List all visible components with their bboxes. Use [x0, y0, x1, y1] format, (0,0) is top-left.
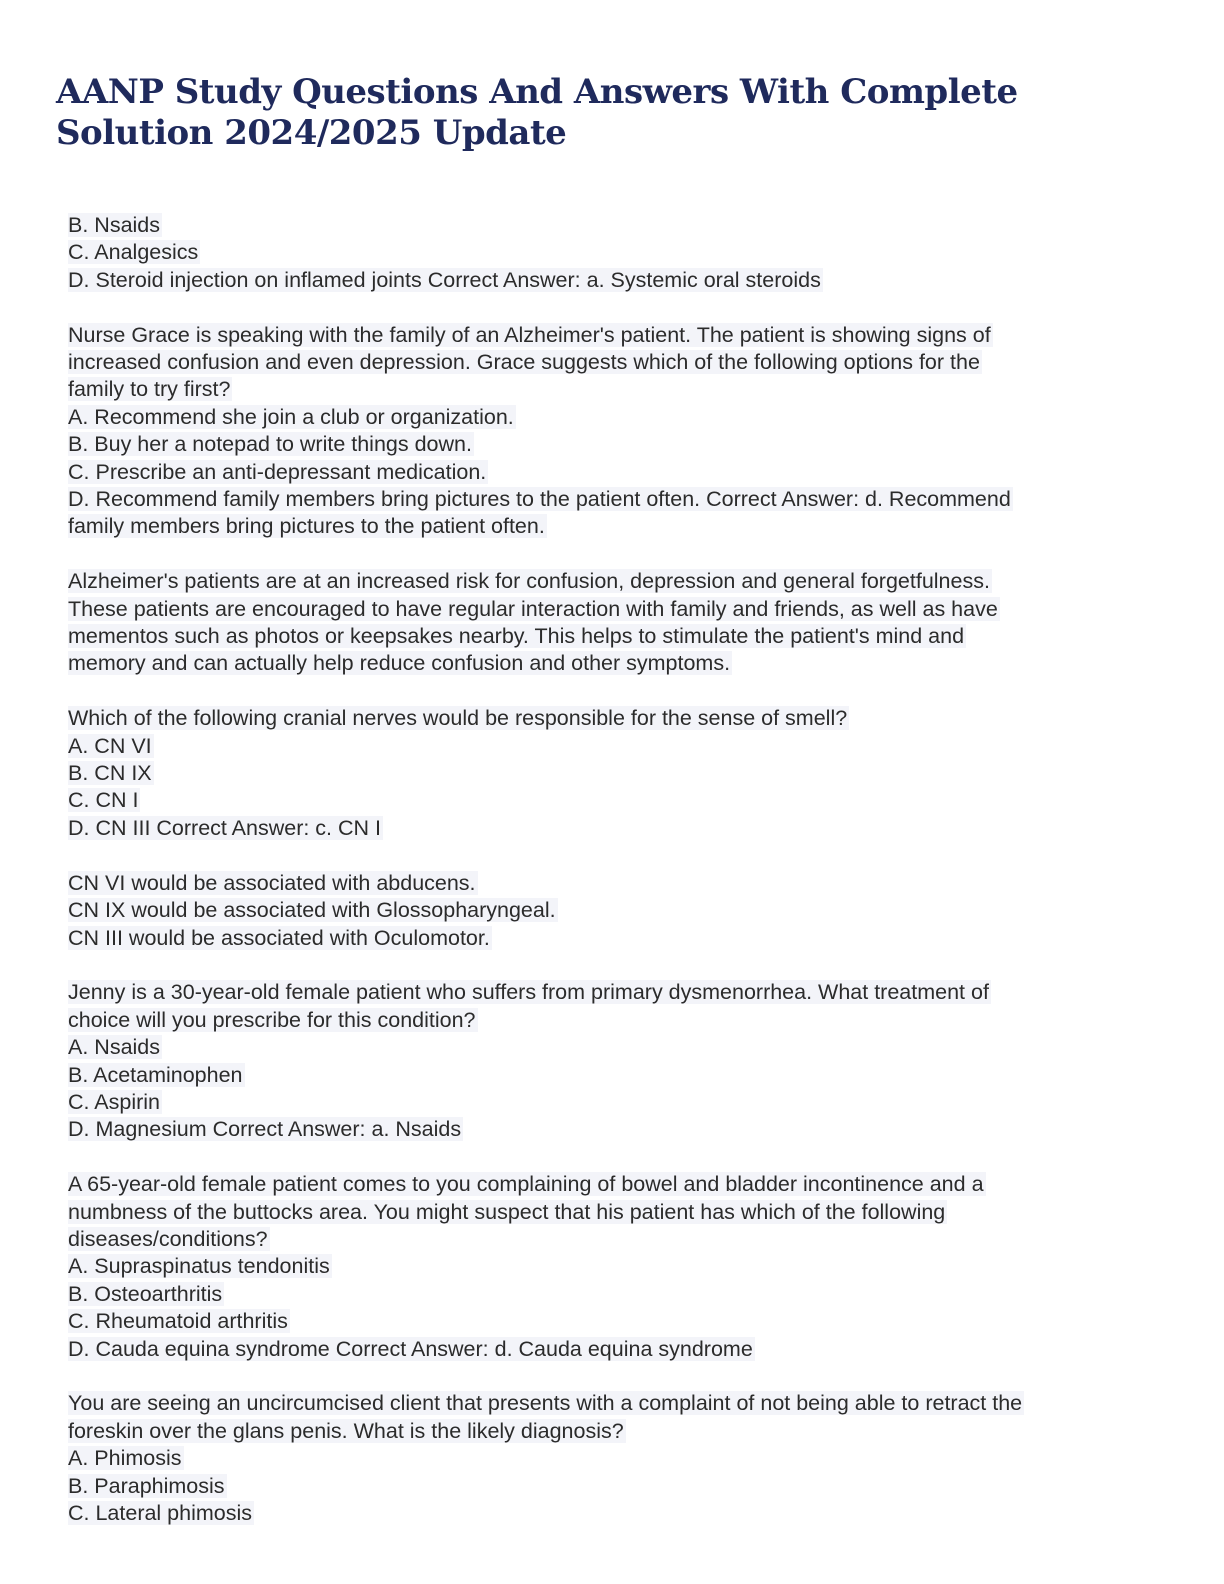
document-body: [68, 212, 1148, 1555]
text-line-content: D. CN III Correct Answer: c. CN I: [68, 815, 381, 840]
text-line-content: A. Nsaids: [68, 1035, 161, 1060]
text-line-content: family members bring pictures to the patient often.: [68, 514, 545, 539]
text-line: [68, 568, 1148, 595]
text-line: [68, 815, 1148, 842]
text-line: [68, 1445, 1148, 1472]
text-line: [68, 705, 1148, 732]
text-line-content: You are seeing an uncircumcised client that presents with a complaint of not being able to retract the: [68, 1391, 1023, 1416]
text-line-content: family to try first?: [68, 377, 231, 402]
text-line-content: B. CN IX: [68, 761, 152, 786]
text-line-content: A 65-year-old female patient comes to you complaining of bowel and bladder incontinence and a: [68, 1172, 984, 1197]
text-line: [68, 1199, 1148, 1226]
text-line-content: A. Recommend she join a club or organization.: [68, 404, 514, 429]
text-block: [68, 322, 1148, 541]
text-block: [68, 568, 1148, 678]
text-line-content: Alzheimer's patients are at an increased risk for confusion, depression and general forgetfulness.: [68, 569, 990, 594]
text-line-content: B. Osteoarthritis: [68, 1281, 223, 1306]
text-line-content: numbness of the buttocks area. You might suspect that his patient has which of the following: [68, 1199, 946, 1224]
text-line: [68, 650, 1148, 677]
text-line-content: C. Lateral phimosis: [68, 1500, 253, 1525]
text-block: [68, 870, 1148, 952]
text-line: [68, 1473, 1148, 1500]
text-line-content: D. Cauda equina syndrome Correct Answer: d. Cauda equina syndrome: [68, 1336, 753, 1361]
text-line: [68, 212, 1148, 239]
text-line-content: D. Steroid injection on inflamed joints Correct Answer: a. Systemic oral steroids: [68, 267, 821, 292]
text-line: [68, 376, 1148, 403]
text-line-content: CN IX would be associated with Glossopharyngeal.: [68, 898, 556, 923]
text-block: [68, 979, 1148, 1143]
text-line: [68, 1062, 1148, 1089]
text-line-content: B. Acetaminophen: [68, 1062, 243, 1087]
page-title: AANP Study Questions And Answers With Complete Solution 2024/2025 Update: [56, 72, 1018, 153]
text-line: [68, 870, 1148, 897]
text-line: [68, 787, 1148, 814]
text-line: [68, 760, 1148, 787]
text-line-content: C. Aspirin: [68, 1089, 161, 1114]
text-line: [68, 404, 1148, 431]
text-line: [68, 623, 1148, 650]
text-line: [68, 925, 1148, 952]
text-line: [68, 1308, 1148, 1335]
text-line-content: Jenny is a 30-year-old female patient who suffers from primary dysmenorrhea. What treatment of: [68, 980, 989, 1005]
text-line: [68, 459, 1148, 486]
text-line-content: CN III would be associated with Oculomotor.: [68, 925, 490, 950]
text-line: [68, 1281, 1148, 1308]
text-line: [68, 349, 1148, 376]
text-line-content: Which of the following cranial nerves would be responsible for the sense of smell?: [68, 706, 848, 731]
text-line-content: foreskin over the glans penis. What is the likely diagnosis?: [68, 1418, 624, 1443]
text-block: [68, 1390, 1148, 1527]
text-line: [68, 897, 1148, 924]
text-line-content: CN VI would be associated with abducens.: [68, 870, 476, 895]
text-line-content: mementos such as photos or keepsakes nearby. This helps to stimulate the patient's mind and: [68, 624, 965, 649]
text-line: [68, 1226, 1148, 1253]
text-line: [68, 1390, 1148, 1417]
text-line: [68, 979, 1148, 1006]
text-line-content: B. Paraphimosis: [68, 1473, 225, 1498]
text-line: [68, 1089, 1148, 1116]
text-line-content: B. Nsaids: [68, 213, 161, 237]
text-block: [68, 212, 1148, 294]
text-line: [68, 431, 1148, 458]
text-line: [68, 267, 1148, 294]
text-line-content: Nurse Grace is speaking with the family of an Alzheimer's patient. The patient is showing signs of: [68, 322, 991, 347]
text-line: [68, 1007, 1148, 1034]
text-line-content: C. CN I: [68, 788, 139, 813]
text-line: [68, 486, 1148, 513]
text-line: [68, 596, 1148, 623]
text-line-content: memory and can actually help reduce confusion and other symptoms.: [68, 651, 731, 676]
text-line: [68, 1171, 1148, 1198]
text-line-content: diseases/conditions?: [68, 1226, 268, 1251]
text-line-content: choice will you prescribe for this condition?: [68, 1007, 476, 1032]
text-line-content: A. Supraspinatus tendonitis: [68, 1254, 330, 1279]
text-line: [68, 1336, 1148, 1363]
text-line-content: C. Prescribe an anti-depressant medication.: [68, 459, 487, 484]
text-line: [68, 1500, 1148, 1527]
text-line-content: increased confusion and even depression. Grace suggests which of the following options for the: [68, 350, 980, 375]
text-line: [68, 733, 1148, 760]
text-line: [68, 322, 1148, 349]
text-line-content: D. Recommend family members bring pictures to the patient often. Correct Answer: d. Recommend: [68, 487, 1011, 512]
text-line-content: C. Analgesics: [68, 240, 199, 265]
text-line: [68, 1253, 1148, 1280]
text-line: [68, 239, 1148, 266]
text-line-content: C. Rheumatoid arthritis: [68, 1309, 288, 1334]
text-line: [68, 1034, 1148, 1061]
text-block: [68, 1171, 1148, 1363]
text-line: [68, 513, 1148, 540]
text-block: [68, 705, 1148, 842]
text-line: [68, 1116, 1148, 1143]
text-line-content: These patients are encouraged to have regular interaction with family and friends, as well as have: [68, 596, 998, 621]
text-line-content: A. CN VI: [68, 733, 152, 758]
text-line-content: B. Buy her a notepad to write things down.: [68, 432, 472, 457]
text-line-content: D. Magnesium Correct Answer: a. Nsaids: [68, 1117, 462, 1142]
text-line: [68, 1418, 1148, 1445]
text-line-content: A. Phimosis: [68, 1446, 182, 1471]
